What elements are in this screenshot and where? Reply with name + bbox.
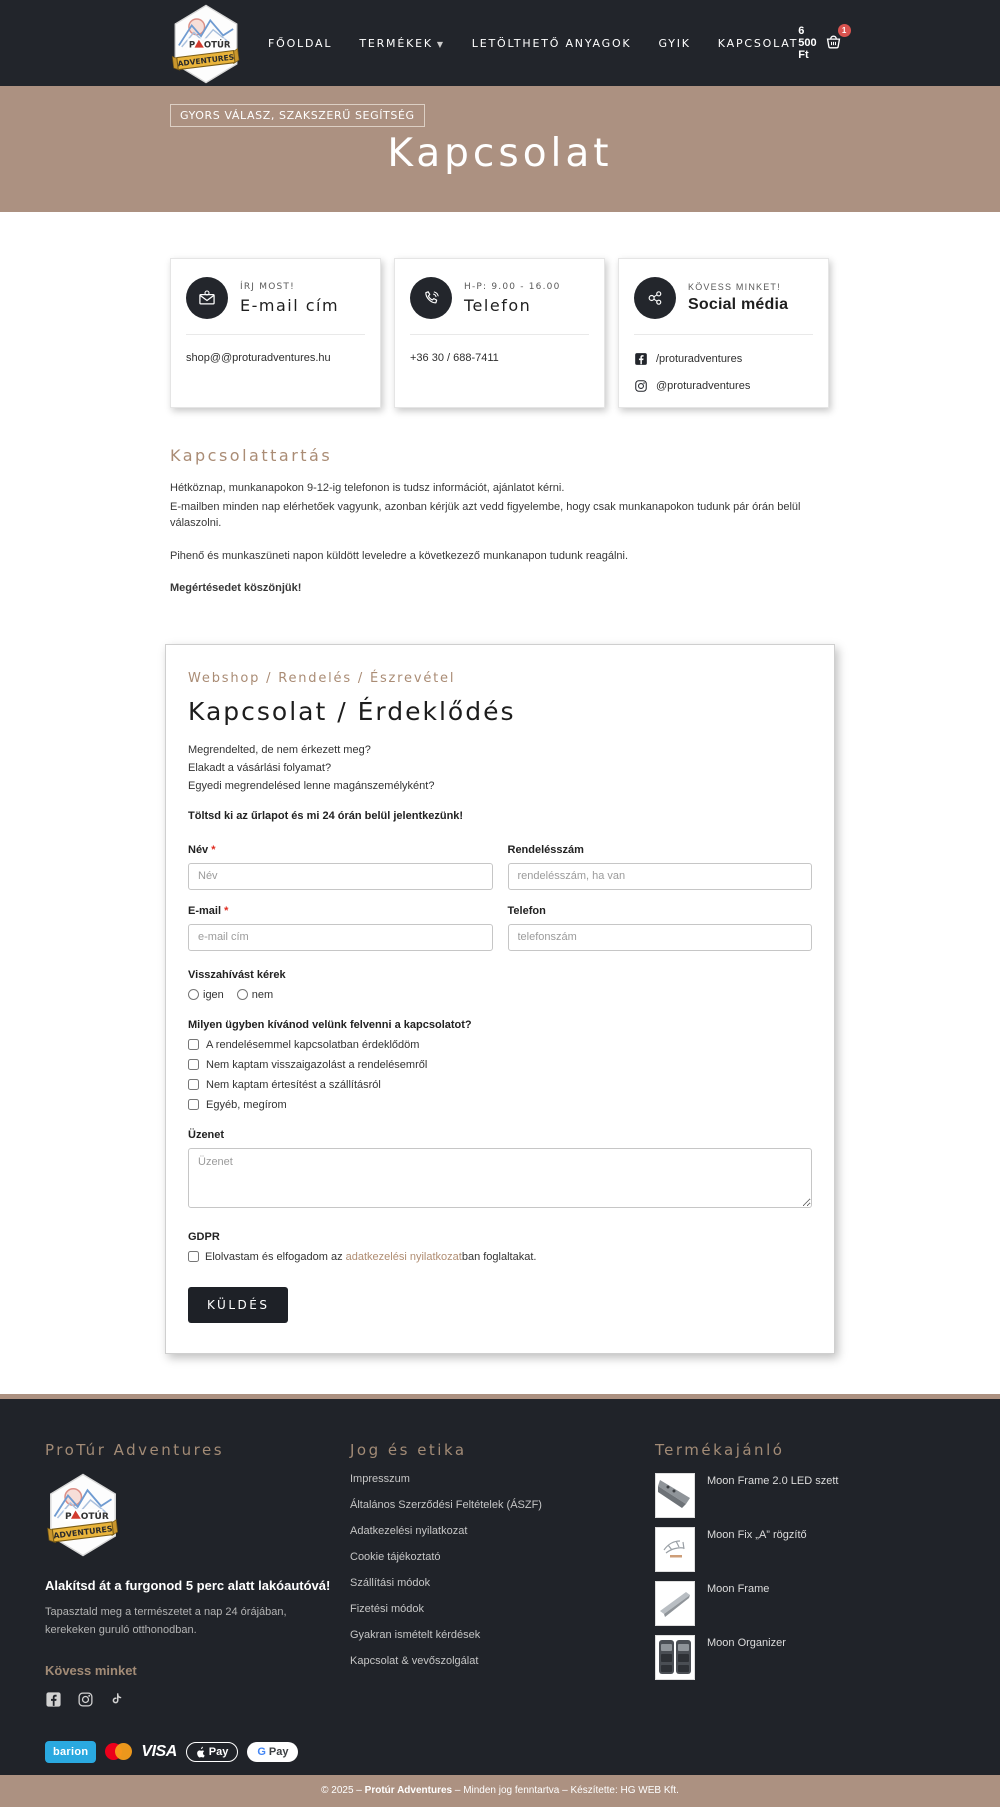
phone-card [394, 258, 605, 408]
topic-checkbox[interactable] [188, 1059, 199, 1070]
privacy-policy-link[interactable]: adatkezelési nyilatkozat [345, 1250, 462, 1263]
name-field-group [188, 844, 493, 890]
mastercard-icon [105, 1743, 132, 1760]
gdpr-text-before: Elolvastam és elfogadom az [205, 1250, 346, 1263]
message-label: Üzenet [188, 1128, 225, 1141]
callback-group [188, 969, 812, 1001]
brand-logo[interactable] [170, 4, 242, 84]
product-thumbnail [655, 1473, 695, 1518]
top-header [0, 0, 1000, 86]
footer-legal-title: Jog és etika [350, 1440, 467, 1459]
copyright-bar [0, 1775, 1000, 1807]
footer-link-fizetes[interactable]: Fizetési módok [350, 1602, 424, 1615]
phone-icon [410, 277, 452, 319]
topic-checkbox[interactable] [188, 1079, 199, 1090]
follow-us-title: Kövess minket [45, 1662, 137, 1678]
section-title: Kapcsolattartás [170, 446, 333, 465]
instagram-link[interactable]: @proturadventures [634, 379, 813, 393]
card-title: Telefon [464, 295, 532, 315]
callback-yes-radio[interactable] [188, 989, 199, 1000]
callback-label: Visszahívást kérek [188, 968, 286, 981]
topic-group [188, 1019, 812, 1111]
topic-checkbox[interactable] [188, 1039, 199, 1050]
card-label: ÍRJ MOST! [240, 281, 295, 292]
form-title: Kapcsolat / Érdeklődés [188, 696, 516, 726]
hero-badge: GYORS VÁLASZ, SZAKSZERŰ SEGÍTSÉG [170, 104, 425, 127]
topic-option-no-shipping-notice[interactable]: Nem kaptam értesítést a szállításról [188, 1079, 812, 1091]
email-input[interactable] [188, 924, 493, 951]
form-intro-line: Megrendelted, de nem érkezett meg? [188, 743, 371, 756]
footer-social-icons [45, 1691, 350, 1713]
payment-badges [45, 1741, 350, 1763]
form-cta: Töltsd ki az űrlapot és mi 24 órán belül jelentkezünk! [188, 809, 464, 822]
product-item[interactable]: Moon Organizer [655, 1635, 955, 1680]
info-line: E-mailben minden nap elérhetőek vagyunk, azonban kérjük azt vedd figyelembe, hogy csak munkanapokon tudunk pár órán belül válaszolni. [170, 500, 801, 529]
footer-products-column [655, 1441, 955, 1763]
page-title: Kapcsolat [387, 131, 613, 176]
social-card [618, 258, 829, 408]
order-label: Rendelésszám [507, 843, 584, 856]
footer-link-gyik[interactable]: Gyakran ismételt kérdések [350, 1628, 481, 1641]
topic-option-no-confirmation[interactable]: Nem kaptam visszaigazolást a rendelésemről [188, 1059, 812, 1071]
callback-no-option[interactable]: nem [237, 989, 273, 1001]
product-thumbnail [655, 1635, 695, 1680]
message-group [188, 1129, 812, 1213]
topic-checkbox[interactable] [188, 1099, 199, 1110]
copyright-prefix: © 2025 – [321, 1784, 365, 1796]
gdpr-text-after: ban foglaltakat. [461, 1250, 537, 1263]
name-label: Név [188, 843, 209, 856]
divider [410, 334, 589, 335]
divider [186, 334, 365, 335]
email-icon [186, 277, 228, 319]
visa-icon: VISA [141, 1742, 177, 1760]
footer-logo[interactable] [45, 1473, 350, 1562]
footer-products-title: Termékajánló [655, 1440, 785, 1459]
email-address[interactable]: shop@@proturadventures.hu [186, 352, 331, 364]
facebook-icon [634, 352, 648, 366]
order-number-input[interactable] [508, 863, 813, 890]
form-intro-line: Egyedi megrendelésed lenne magánszemélyként? [188, 779, 435, 792]
protur-logo-icon [45, 1473, 121, 1557]
form-subtitle: Webshop / Rendelés / Észrevétel [188, 670, 456, 686]
apple-pay-icon: Pay [186, 1742, 239, 1762]
share-icon [634, 277, 676, 319]
phone-number[interactable]: +36 30 / 688-7411 [410, 352, 499, 364]
required-mark: * [211, 843, 216, 856]
product-item[interactable]: Moon Frame 2.0 LED szett [655, 1473, 955, 1518]
cart-count-badge: 1 [838, 24, 851, 37]
info-line: Hétköznap, munkanapokon 9-12-ig telefonon is tudsz információt, ajánlatot kérni. [170, 482, 565, 494]
callback-no-radio[interactable] [237, 989, 248, 1000]
footer-tagline: Alakítsd át a furgonod 5 perc alatt lakóautóvá! [45, 1577, 331, 1593]
form-intro-line: Elakadt a vásárlási folyamat? [188, 761, 332, 774]
google-pay-icon: G Pay [247, 1742, 298, 1762]
gdpr-group [188, 1231, 812, 1263]
card-label: KÖVESS MINKET! [688, 282, 781, 292]
copyright-brand: Protúr Adventures [364, 1784, 453, 1796]
footer-link-kapcsolat[interactable]: Kapcsolat & vevőszolgálat [350, 1654, 479, 1667]
footer [0, 1399, 1000, 1775]
nav-termekek[interactable]: TERMÉKEK ▼ [359, 36, 445, 50]
tiktok-icon[interactable] [109, 1691, 124, 1713]
cart-button[interactable] [798, 25, 847, 61]
message-textarea[interactable] [188, 1148, 812, 1208]
topic-option-order-inquiry[interactable]: A rendelésemmel kapcsolatban érdeklődöm [188, 1039, 812, 1051]
phone-field-group [508, 905, 813, 951]
footer-link-szallitas[interactable]: Szállítási módok [350, 1576, 431, 1589]
nav-kapcsolat[interactable]: KAPCSOLAT [717, 36, 799, 50]
facebook-icon[interactable] [45, 1691, 62, 1713]
product-item[interactable]: Moon Frame [655, 1581, 955, 1626]
footer-brand-title: ProTúr Adventures [45, 1440, 225, 1459]
nav-letoltheto-anyagok[interactable]: LETÖLTHETŐ ANYAGOK [471, 36, 632, 50]
instagram-icon[interactable] [77, 1691, 94, 1713]
callback-yes-option[interactable]: igen [188, 989, 224, 1001]
info-line: Pihenő és munkaszüneti napon küldött leveledre a következező munkanapon tudunk reagálni. [170, 549, 629, 562]
footer-description: Tapasztald meg a természetet a nap 24 órájában, kerekeken guruló otthonodban. [45, 1605, 287, 1636]
topic-label: Milyen ügyben kívánod velünk felvenni a kapcsolatot? [188, 1018, 472, 1031]
name-input[interactable] [188, 863, 493, 890]
submit-button[interactable]: KÜLDÉS [188, 1287, 288, 1323]
cart-total: 6 500 Ft [798, 25, 817, 61]
card-title: E-mail cím [240, 295, 340, 315]
card-label: H-P: 9.00 - 16.00 [464, 281, 561, 292]
gdpr-consent[interactable] [188, 1251, 812, 1263]
footer-link-impresszum[interactable]: Impresszum [350, 1472, 410, 1485]
footer-link-cookie[interactable]: Cookie tájékoztató [350, 1550, 441, 1563]
instagram-icon [634, 379, 648, 393]
info-bold-note: Megértésedet köszönjük! [170, 582, 302, 594]
contact-info-section [170, 446, 830, 597]
gdpr-label: GDPR [188, 1230, 220, 1243]
topic-option-other[interactable]: Egyéb, megírom [188, 1099, 812, 1111]
contact-cards [170, 258, 830, 408]
barion-badge: barion [45, 1741, 96, 1763]
footer-link-aszf[interactable]: Általános Szerződési Feltételek (ÁSZF) [350, 1498, 542, 1511]
hero-banner [0, 86, 1000, 212]
product-item[interactable]: Moon Fix „A” rögzítő [655, 1527, 955, 1572]
footer-legal-column [350, 1441, 655, 1763]
protur-logo-icon [170, 4, 242, 84]
contact-form-card [165, 644, 835, 1354]
product-thumbnail [655, 1581, 695, 1626]
copyright-suffix: – Minden jog fenntartva – Készítette: HG WEB Kft. [452, 1784, 679, 1796]
email-card [170, 258, 381, 408]
nav-fooldal[interactable]: FŐOLDAL [268, 36, 333, 50]
required-mark: * [224, 904, 229, 917]
divider [634, 334, 813, 335]
main-nav [268, 37, 798, 50]
footer-link-adatkezeles[interactable]: Adatkezelési nyilatkozat [350, 1524, 468, 1537]
footer-brand-column [45, 1441, 350, 1763]
nav-gyik[interactable]: GYIK [658, 36, 691, 50]
phone-label: Telefon [507, 904, 546, 917]
facebook-link[interactable]: /proturadventures [634, 352, 813, 366]
chevron-down-icon: ▼ [436, 39, 445, 49]
product-thumbnail [655, 1527, 695, 1572]
phone-input[interactable] [508, 924, 813, 951]
email-label: E-mail [188, 904, 222, 917]
gdpr-checkbox[interactable] [188, 1251, 199, 1262]
card-title: Social média [688, 296, 789, 313]
order-field-group [508, 844, 813, 890]
email-field-group [188, 905, 493, 951]
